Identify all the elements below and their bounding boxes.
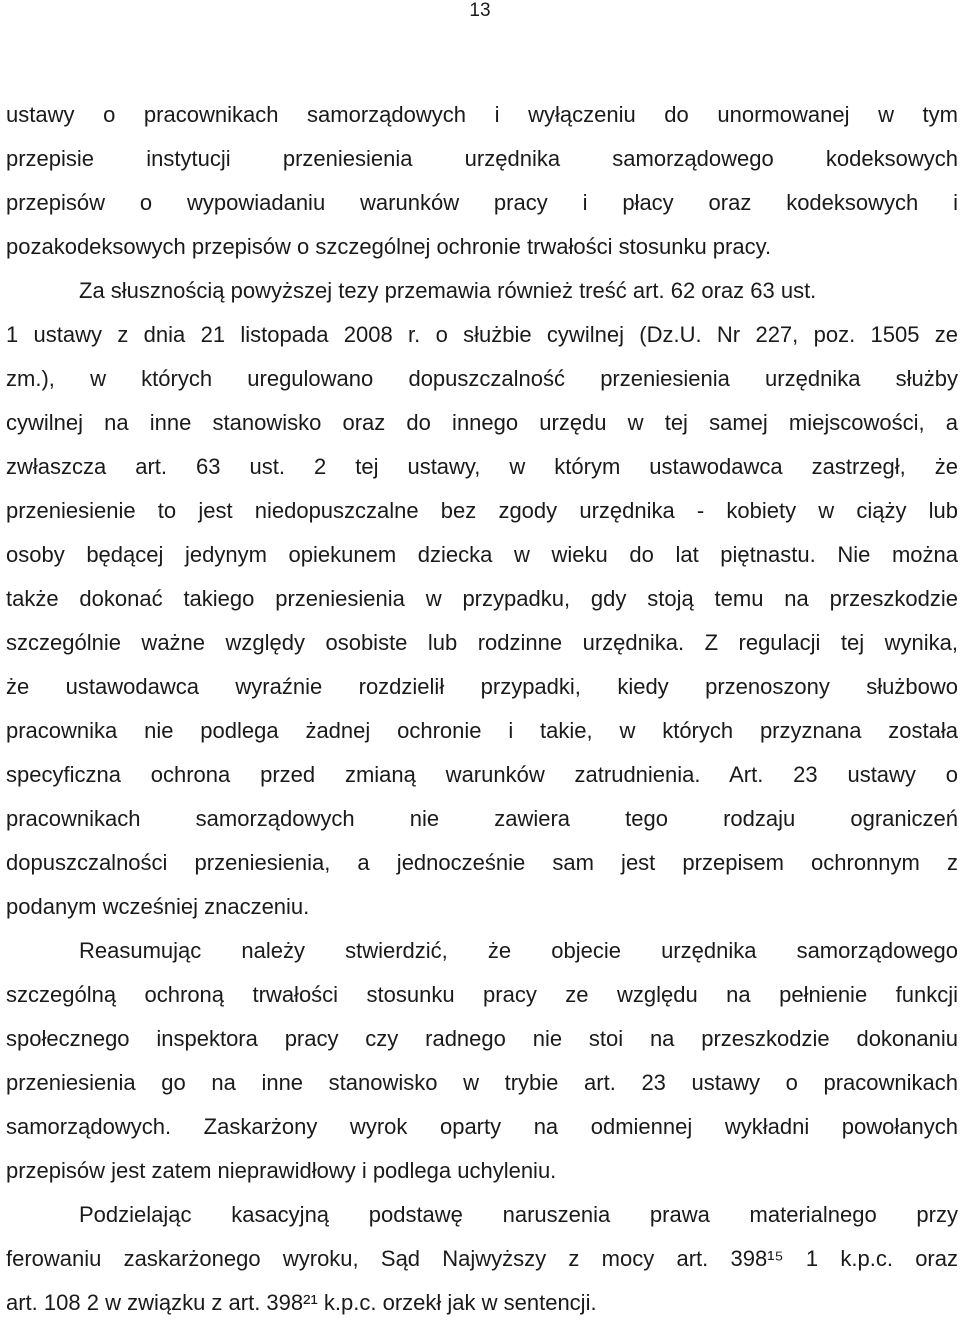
text-line: przeniesienia go na inne stanowisko w trybie art. 23 ustawy o pracownikach — [6, 1070, 958, 1095]
text-line: podanym wcześniej znaczeniu. — [6, 894, 310, 919]
text-line: cywilnej na inne stanowisko oraz do innego urzędu w tej samej miejscowości, a — [6, 410, 958, 435]
text-line: dopuszczalności przeniesienia, a jednocześnie sam jest przepisem ochronnym z — [6, 850, 958, 875]
text-line: pracownikach samorządowych nie zawiera tego rodzaju ograniczeń — [6, 806, 958, 831]
text-line: społecznego inspektora pracy czy radnego nie stoi na przeszkodzie dokonaniu — [6, 1026, 958, 1051]
text-line: szczególną ochroną trwałości stosunku pracy ze względu na pełnienie funkcji — [6, 982, 958, 1007]
text-line: osoby będącej jedynym opiekunem dziecka w wieku do lat piętnastu. Nie można — [6, 542, 958, 567]
text-line: zwłaszcza art. 63 ust. 2 tej ustawy, w którym ustawodawca zastrzegł, że — [6, 454, 958, 479]
text-line: specyficzna ochrona przed zmianą warunków zatrudnienia. Art. 23 ustawy o — [6, 762, 958, 787]
text-line: przeniesienie to jest niedopuszczalne bez zgody urzędnika - kobiety w ciąży lub — [6, 498, 958, 523]
text-line: Podzielając kasacyjną podstawę naruszenia prawa materialnego przy — [79, 1202, 958, 1227]
text-line: ustawy o pracownikach samorządowych i wyłączeniu do unormowanej w tym — [6, 102, 958, 127]
text-line: także dokonać takiego przeniesienia w przypadku, gdy stoją temu na przeszkodzie — [6, 586, 958, 611]
text-line: pracownika nie podlega żadnej ochronie i takie, w których przyznana została — [6, 718, 958, 743]
text-line: Reasumując należy stwierdzić, że objecie urzędnika samorządowego — [79, 938, 958, 963]
text-line: szczególnie ważne względy osobiste lub rodzinne urzędnika. Z regulacji tej wynika, — [6, 630, 958, 655]
text-line: art. 108 2 w związku z art. 398²¹ k.p.c. orzekł jak w sentencji. — [6, 1290, 597, 1315]
text-line: przepisów jest zatem nieprawidłowy i podlega uchyleniu. — [6, 1158, 557, 1183]
text-line: zm.), w których uregulowano dopuszczalność przeniesienia urzędnika służby — [6, 366, 958, 391]
text-line: samorządowych. Zaskarżony wyrok oparty na odmiennej wykładni powołanych — [6, 1114, 958, 1139]
text-line: przepisów o wypowiadaniu warunków pracy i płacy oraz kodeksowych i — [6, 190, 958, 215]
page-number: 13 — [469, 0, 491, 21]
text-line: pozakodeksowych przepisów o szczególnej ochronie trwałości stosunku pracy. — [6, 234, 772, 259]
text-line: Za słusznością powyższej tezy przemawia również treść art. 62 oraz 63 ust. — [79, 278, 817, 303]
text-line: ferowaniu zaskarżonego wyroku, Sąd Najwyższy z mocy art. 398¹⁵ 1 k.p.c. oraz — [6, 1246, 958, 1271]
text-line: 1 ustawy z dnia 21 listopada 2008 r. o służbie cywilnej (Dz.U. Nr 227, poz. 1505 ze — [6, 322, 958, 347]
text-line: że ustawodawca wyraźnie rozdzielił przypadki, kiedy przenoszony służbowo — [6, 674, 958, 699]
text-line: przepisie instytucji przeniesienia urzędnika samorządowego kodeksowych — [6, 146, 958, 171]
